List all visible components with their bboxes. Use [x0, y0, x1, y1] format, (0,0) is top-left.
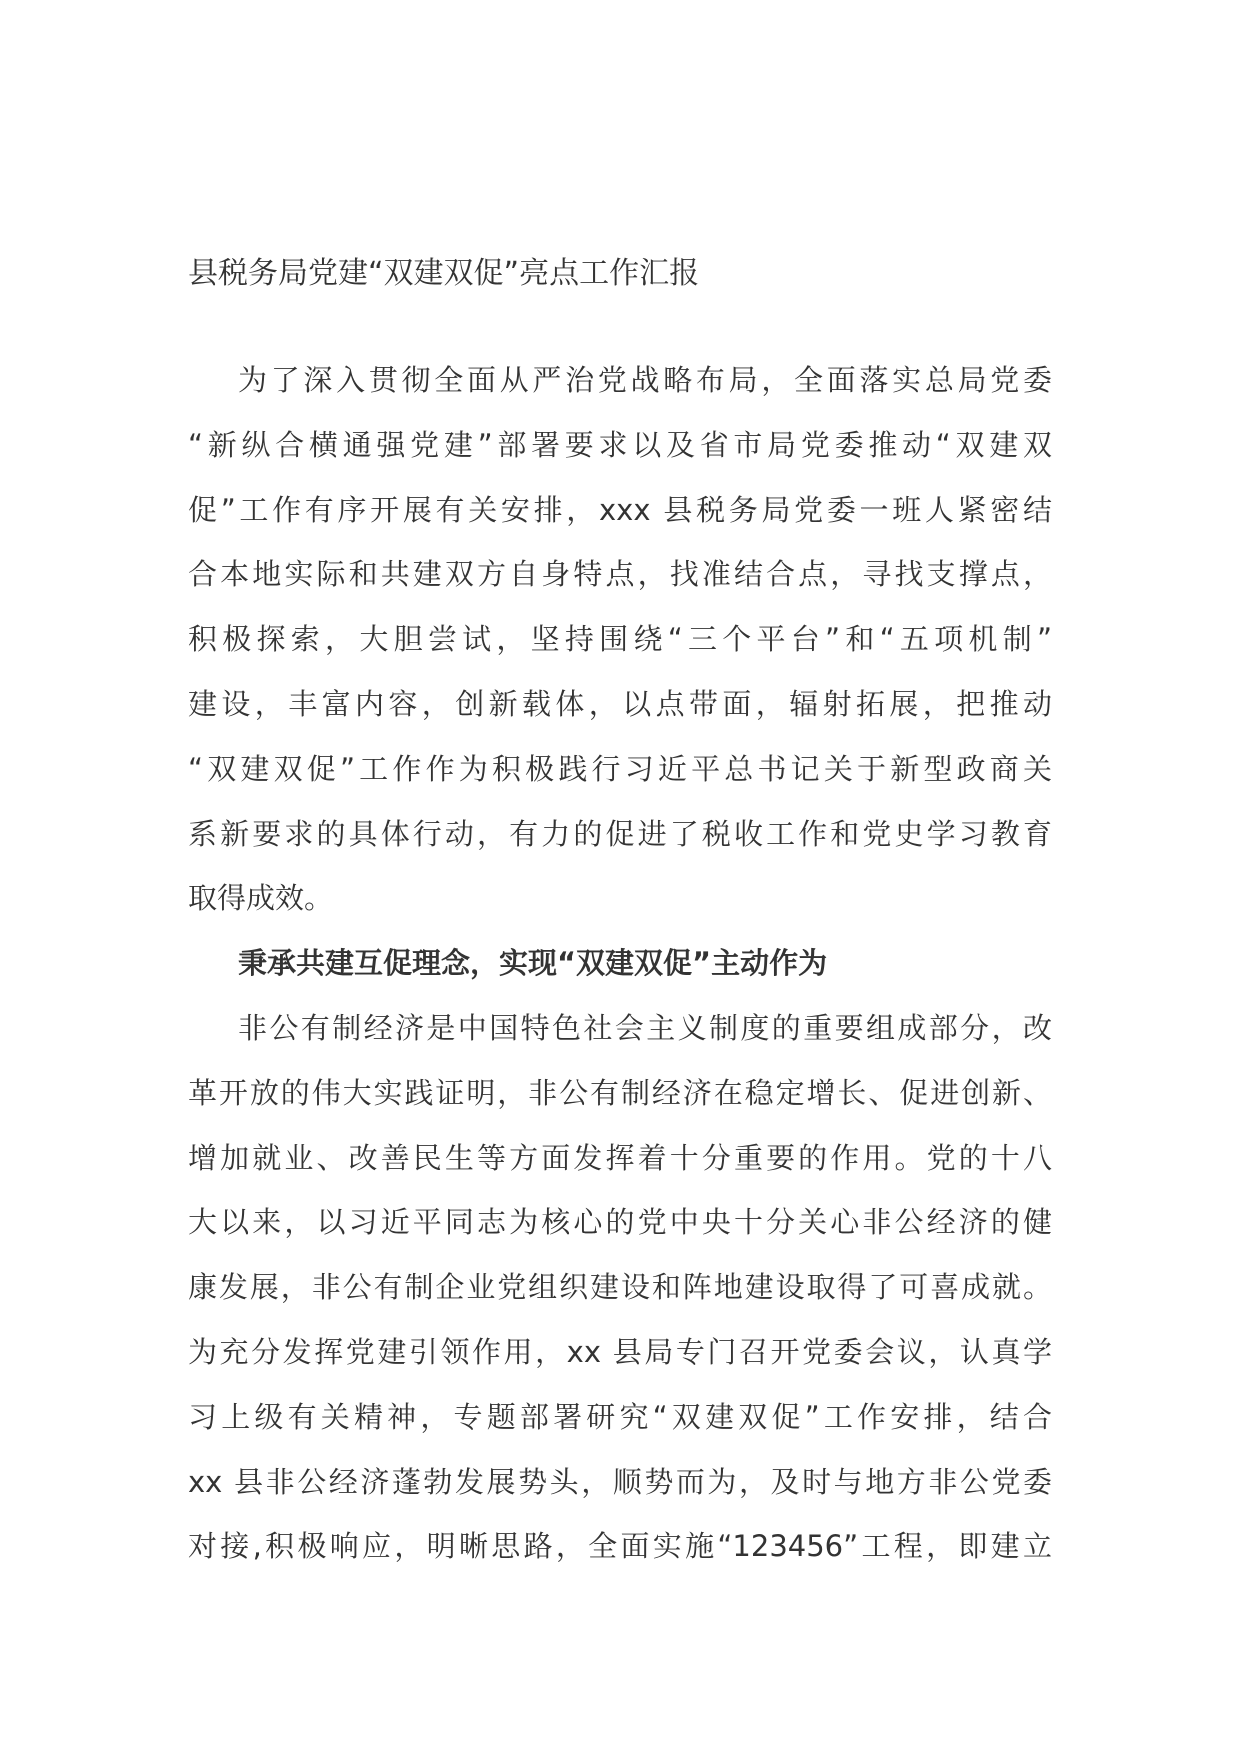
text-line: 取得成效。: [188, 881, 334, 916]
document-title: 县税务局党建“双建双促”亮点工作汇报: [188, 256, 700, 291]
text-line: 为了深入贯彻全面从严治党战略布局，全面落实总局党委: [238, 363, 1052, 397]
text-line: 系新要求的具体行动，有力的促进了税收工作和党史学习教育: [188, 816, 1052, 851]
text-line: xx 县非公经济蓬勃发展势头，顺势而为，及时与地方非公党委: [188, 1464, 1052, 1499]
text-line: 为充分发挥党建引领作用，xx 县局专门召开党委会议，认真学: [188, 1334, 1052, 1369]
paragraph-section1: [188, 996, 1052, 1579]
text-line: 增加就业、改善民生等方面发挥着十分重要的作用。党的十八: [188, 1140, 1052, 1175]
text-line: 合本地实际和共建双方自身特点，找准结合点，寻找支撑点，: [188, 557, 1052, 592]
text-line: 促”工作有序开展有关安排，xxx 县税务局党委一班人紧密结: [188, 492, 1052, 527]
document-body: [188, 348, 1052, 1579]
text-line: 非公有制经济是中国特色社会主义制度的重要组成部分，改: [238, 1010, 1052, 1045]
text-line: 积极探索，大胆尝试，坚持围绕“三个平台”和“五项机制”: [188, 622, 1052, 657]
text-line: “新纵合横通强党建”部署要求以及省市局党委推动“双建双: [188, 427, 1052, 462]
text-line: 康发展，非公有制企业党组织建设和阵地建设取得了可喜成就。: [188, 1270, 1052, 1305]
text-line: 大以来，以习近平同志为核心的党中央十分关心非公经济的健: [188, 1205, 1052, 1240]
text-line: 习上级有关精神，专题部署研究“双建双促”工作安排，结合: [188, 1399, 1052, 1434]
text-line: 建设，丰富内容，创新载体，以点带面，辐射拓展，把推动: [188, 686, 1052, 721]
text-line: 对接,积极响应，明晰思路，全面实施“123456”工程，即建立: [188, 1529, 1052, 1564]
text-line: “双建双促”工作作为积极践行习近平总书记关于新型政商关: [188, 751, 1052, 786]
section-heading: 秉承共建互促理念，实现“双建双促”主动作为: [238, 946, 828, 981]
paragraph-intro: [188, 348, 1052, 931]
text-line: 革开放的伟大实践证明，非公有制经济在稳定增长、促进创新、: [188, 1075, 1052, 1110]
